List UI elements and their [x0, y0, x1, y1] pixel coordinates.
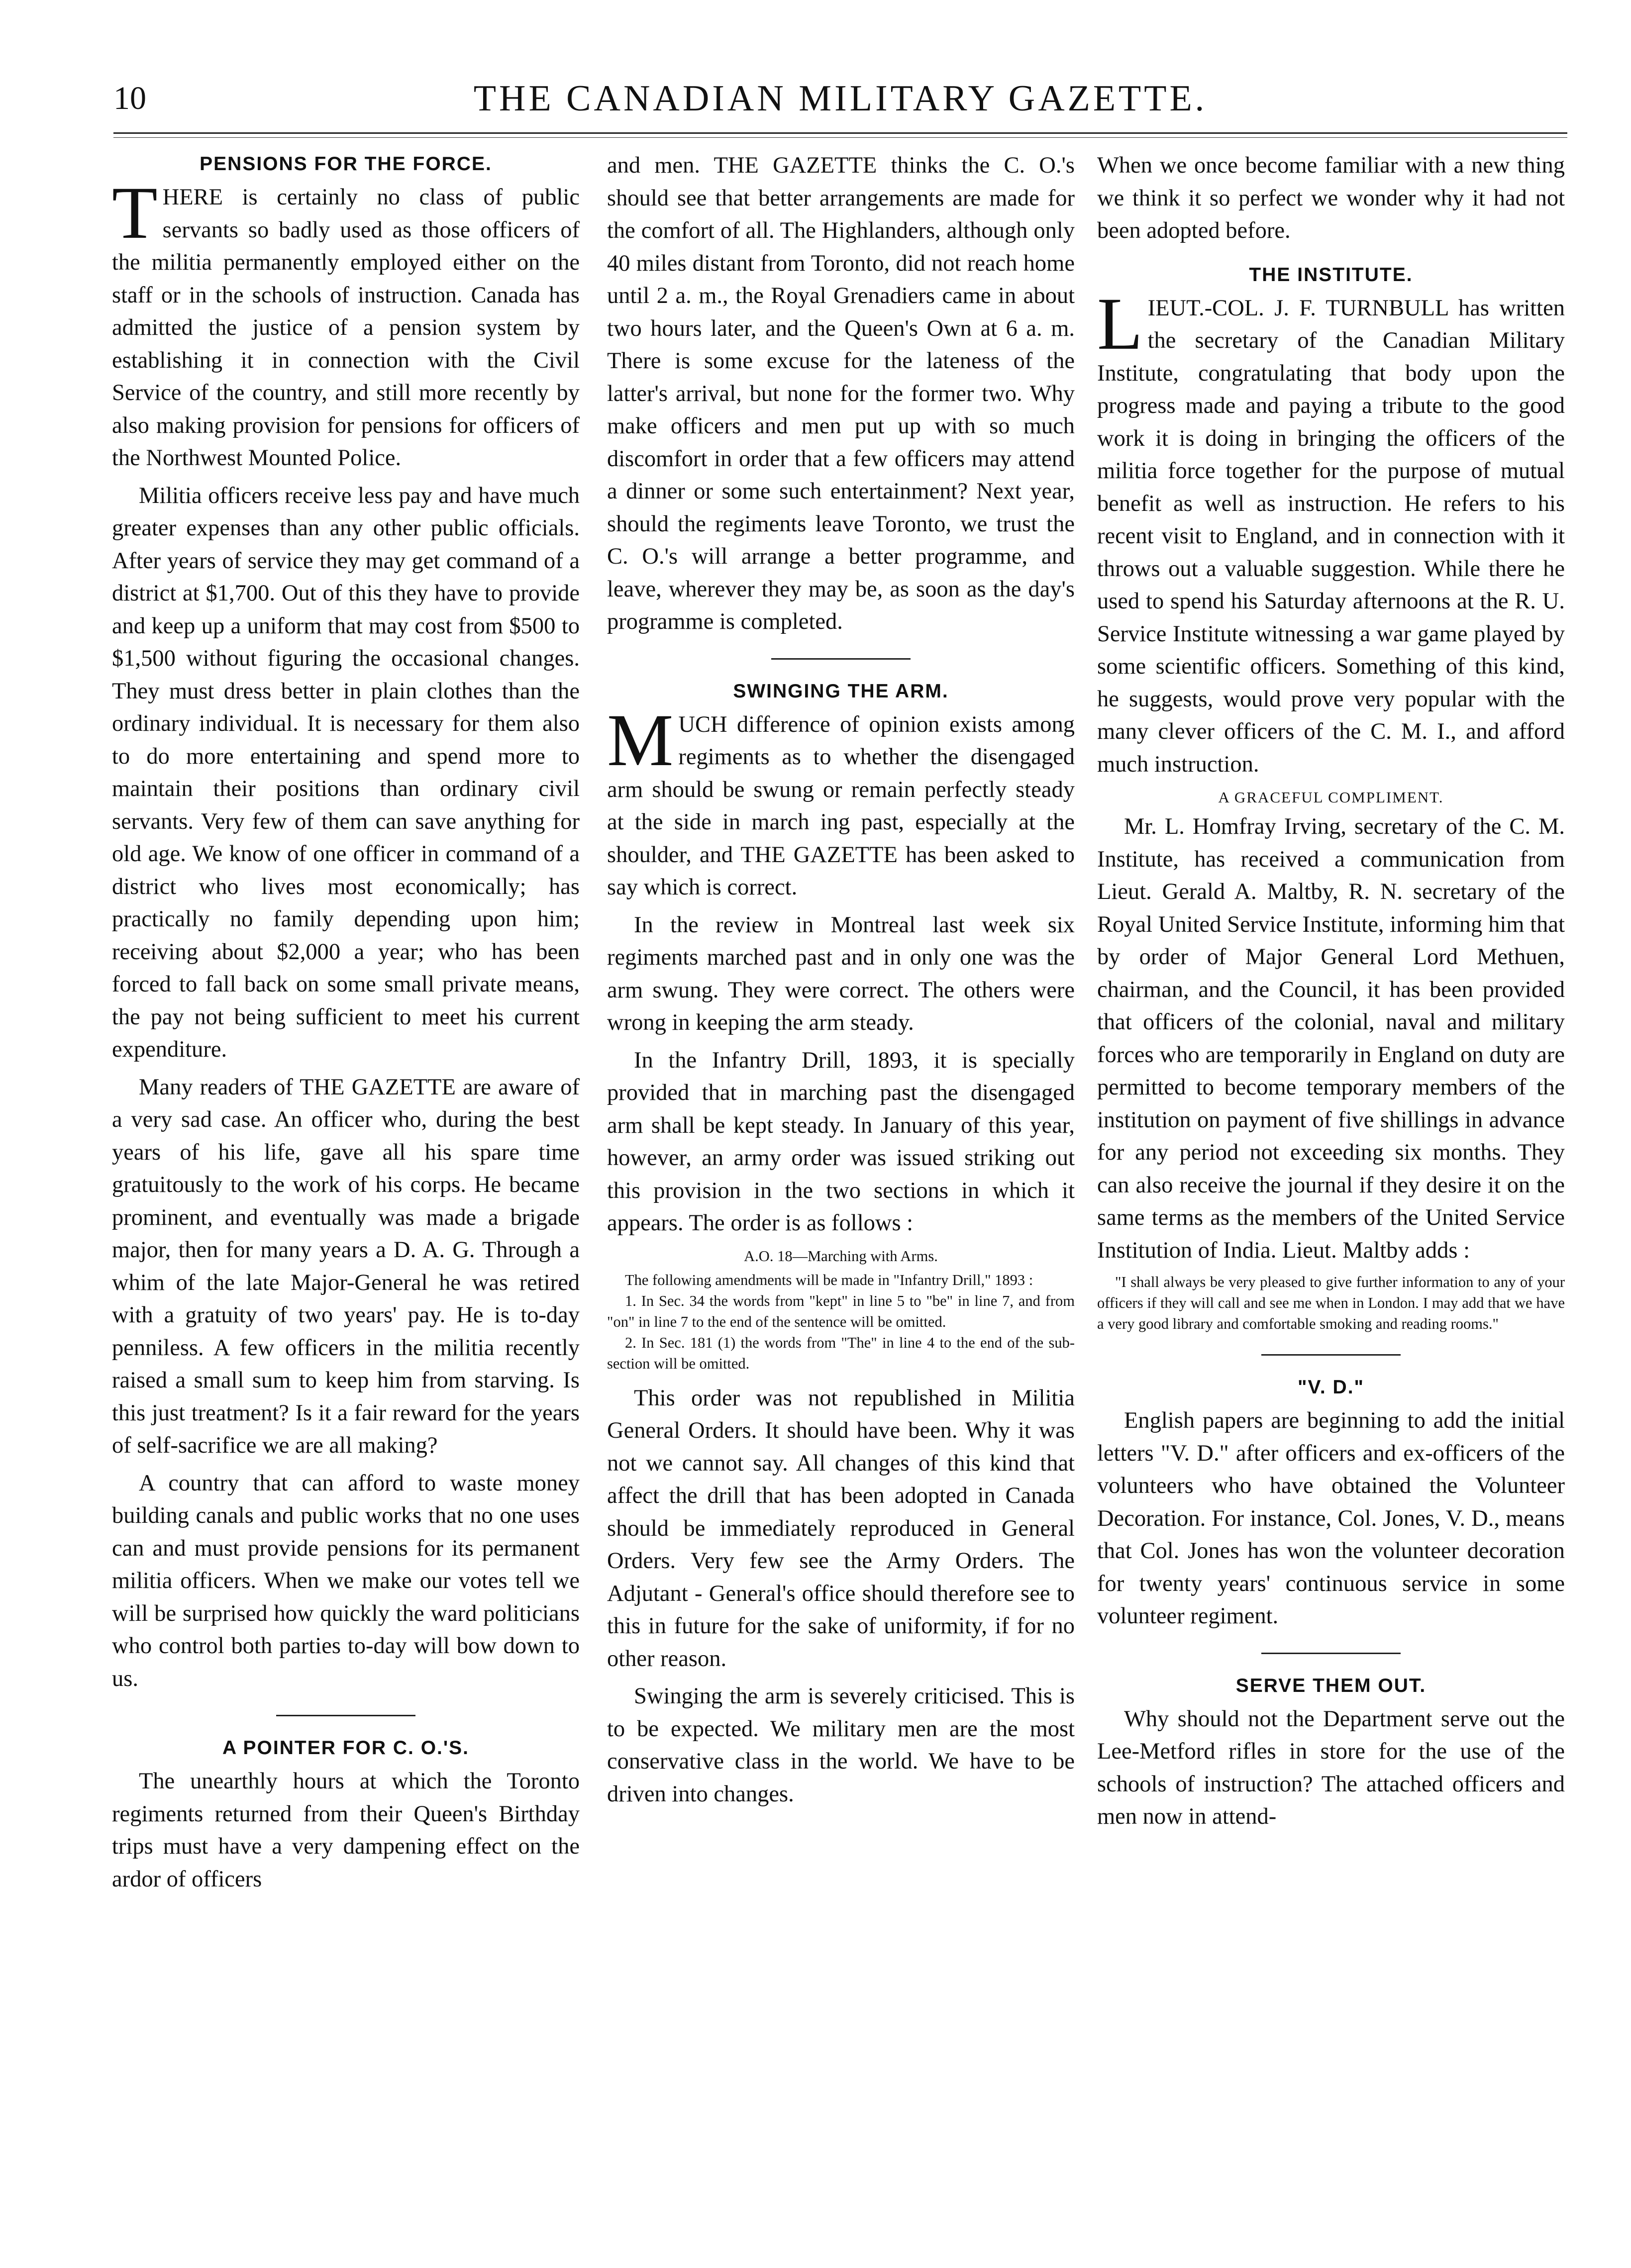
- section-divider: [276, 1715, 415, 1716]
- swinging-paragraph-continued: When we once become familiar with a new thing we think it so perfect we wonder why it had not been adopted before.: [1097, 153, 1565, 243]
- masthead-title: THE CANADIAN MILITARY GAZETTE.: [473, 78, 1208, 119]
- heading-institute: THE INSTITUTE.: [1249, 264, 1413, 286]
- institute-quote: "I shall always be very pleased to give further information to any of your officers if they will call and see me when in London. I may add that we have a very good library and comfortable smoking and reading rooms.": [1097, 1274, 1565, 1332]
- institute-paragraph-1: LIEUT.-COL. J. F. TURNBULL has written the secretary of the Canadian Military Institute, congratulating that body upon the progress made and paying a tribute to the good work it is doing in bringing the officers of the militia force together for the purpose of mutual benefit as well as instruction. He refers to his recent visit to England, and in connection with it throws out a valuable suggestion. While there he used to spend his Saturday afternoons at the R. U. Service Institute witnessing a war game played by some scientific officers. Something of this kind, he suggests, would prove very popular with the many clever officers of the C. M. I., and afford much instruction.: [1097, 282, 1565, 777]
- heading-pointer: A POINTER FOR C. O.'S.: [222, 1737, 470, 1759]
- masthead-rule-thin: [113, 137, 1567, 138]
- army-order-item-1: 1. In Sec. 34 the words from "kept" in line 5 to "be" in line 7, and from "on" in line 7 to the end of the sentence will be omitted.: [607, 1292, 1075, 1330]
- pensions-paragraph-3: Many readers of THE GAZETTE are aware of a very sad case. An officer who, during the best years of his life, gave all his spare time gratuitously to the work of his corps. He became prominent, and eventually was made a brigade major, then for many years a D. A. G. Through a whim of the late Major-General he was retired with a gratuity of two years' pay. He is to-day penniless. A few officers in the militia recently raised a small sum to keep him from starving. Is this just treatment? Is it a fair reward for the years of self-sacrifice we are all making?: [112, 1074, 580, 1458]
- army-order-intro: The following amendments will be made in "Infantry Drill," 1893 :: [625, 1271, 1033, 1288]
- pensions-paragraph-1: THERE is certainly no class of public servants so badly used as those officers of the militia permanently employed either on the staff or in the schools of instruction. Canada has admitted the justice of a pension system by establishing it in connection with the Civil Service of the country, and still more recently by also making provision for pensions for officers of the Northwest Mounted Police.: [112, 172, 580, 471]
- masthead: [113, 75, 1567, 139]
- vd-paragraph-1: English papers are beginning to add the initial letters "V. D." after officers and ex-officers of the volunteers who have obtained the Volunteer Decoration. For instance, Col. Jones, V. D., means that Col. Jones has won the volunteer decoration for twenty years' continuous service in some volunteer regiment.: [1097, 1408, 1565, 1629]
- heading-swinging: SWINGING THE ARM.: [733, 680, 949, 702]
- swinging-paragraph-1: MUCH difference of opinion exists among regiments as to whether the disengaged arm should be swung or remain perfectly steady at the side in march ing past, especially at the shoulder, and THE GAZETTE has been asked to say which is correct.: [607, 698, 1075, 900]
- column-2: [607, 149, 1075, 1810]
- institute-paragraph-2: Mr. L. Homfray Irving, secretary of the C. M. Institute, has received a communication from Lieut. Gerald A. Maltby, R. N. secretary of the Royal United Service Institute, informing him that by order of Major General Lord Methuen, chairman, and the Council, it has been provided that officers of the colonial, naval and military forces who are temporarily in England on duty are permitted to become temporary members of the institution on payment of five shillings in advance for any period not exceeding six months. They can also receive the journal if they desire it on the same terms as the members of the United Service Institution of India. Lieut. Maltby adds :: [1097, 814, 1565, 1263]
- swinging-paragraph-3: In the Infantry Drill, 1893, it is specially provided that in marching past the disengaged arm shall be kept steady. In January of this year, however, an army order was issued striking out this provision in the two sections in which it appears. The order is as follows :: [607, 1047, 1075, 1236]
- army-order-block: [607, 1246, 1075, 1374]
- swinging-paragraph-5: Swinging the arm is severely criticised. This is to be expected. We military men are the most conservative class in the world. We have to be driven into changes.: [607, 1683, 1075, 1807]
- serve-paragraph-1: Why should not the Department serve out the Lee-Metford rifles in store for the use of the schools of instruction? The attached officers and men now in attend-: [1097, 1706, 1565, 1829]
- pensions-paragraph-4: A country that can afford to waste money building canals and public works that no one uses can and must provide pensions for its permanent militia officers. When we make our votes tell we will be surprised how quickly the ward politicians who control both parties to-day will bow down to us.: [112, 1470, 580, 1691]
- heading-serve: SERVE THEM OUT.: [1235, 1675, 1427, 1696]
- pensions-paragraph-2: Militia officers receive less pay and have much greater expenses than any other public officials. After years of service they may get command of a district at $1,700. Out of this they have to provide and keep up a uniform that may cost from $500 to $1,500 without figuring the occasional changes. They must dress better in plain clothes than the ordinary individual. It is necessary for them also to do more entertaining and spend more to maintain their positions than ordinary civil servants. Very few of them can save anything for old age. We know of one officer in command of a district who lives most economically; has practically no family depending upon him; receiving about $2,000 a year; who has been forced to fall back on some small private means, the pay not being sufficient to meet his current expenditure.: [112, 483, 580, 1062]
- masthead-rule-thick: [113, 132, 1567, 134]
- swinging-paragraph-4: This order was not republished in Militia General Orders. It should have been. Why it was not we cannot say. All changes of this kind that affect the drill that has been adopted in Canada should be immediately reproduced in General Orders. Very few see the Army Orders. The Adjutant - General's office should therefore see to this in future for the sake of uniformity, if for no other reason.: [607, 1385, 1075, 1672]
- subheading-compliment: A GRACEFUL COMPLIMENT.: [1218, 789, 1444, 806]
- section-divider: [1261, 1653, 1401, 1654]
- pointer-paragraph-continued: and men. THE GAZETTE thinks the C. O.'s should see that better arrangements are made for the comfort of all. The Highlanders, although only 40 miles distant from Toronto, did not reach home until 2 a. m., the Royal Grenadiers came in about two hours later, and the Queen's Own at 6 a. m. There is some excuse for the lateness of the latter's arrival, but none for the former two. Why make officers and men put up with so much discomfort in order that a few officers may attend a dinner or some such entertainment? Next year, should the regiments leave Toronto, we trust the C. O.'s will arrange a better programme, and leave, wherever they may be, as soon as the day's programme is completed.: [607, 153, 1075, 634]
- pointer-paragraph-1: The unearthly hours at which the Toronto regiments returned from their Queen's Birthday trips must have a very dampening effect on the ardor of officers: [112, 1769, 580, 1892]
- heading-vd: "V. D.": [1297, 1377, 1365, 1398]
- army-order-title: A.O. 18—Marching with Arms.: [744, 1247, 938, 1265]
- section-divider: [1261, 1354, 1401, 1356]
- swinging-paragraph-2: In the review in Montreal last week six regiments marched past and in only one was the arm swung. They were correct. The others were wrong in keeping the arm steady.: [607, 912, 1075, 1035]
- column-3: [1097, 149, 1565, 1833]
- army-order-item-2: 2. In Sec. 181 (1) the words from "The" in line 4 to the end of the sub-section will be omitted.: [607, 1334, 1075, 1372]
- column-1: [112, 149, 580, 1895]
- heading-pensions: PENSIONS FOR THE FORCE.: [200, 153, 492, 175]
- page-number: 10: [113, 80, 146, 116]
- section-divider: [771, 658, 911, 660]
